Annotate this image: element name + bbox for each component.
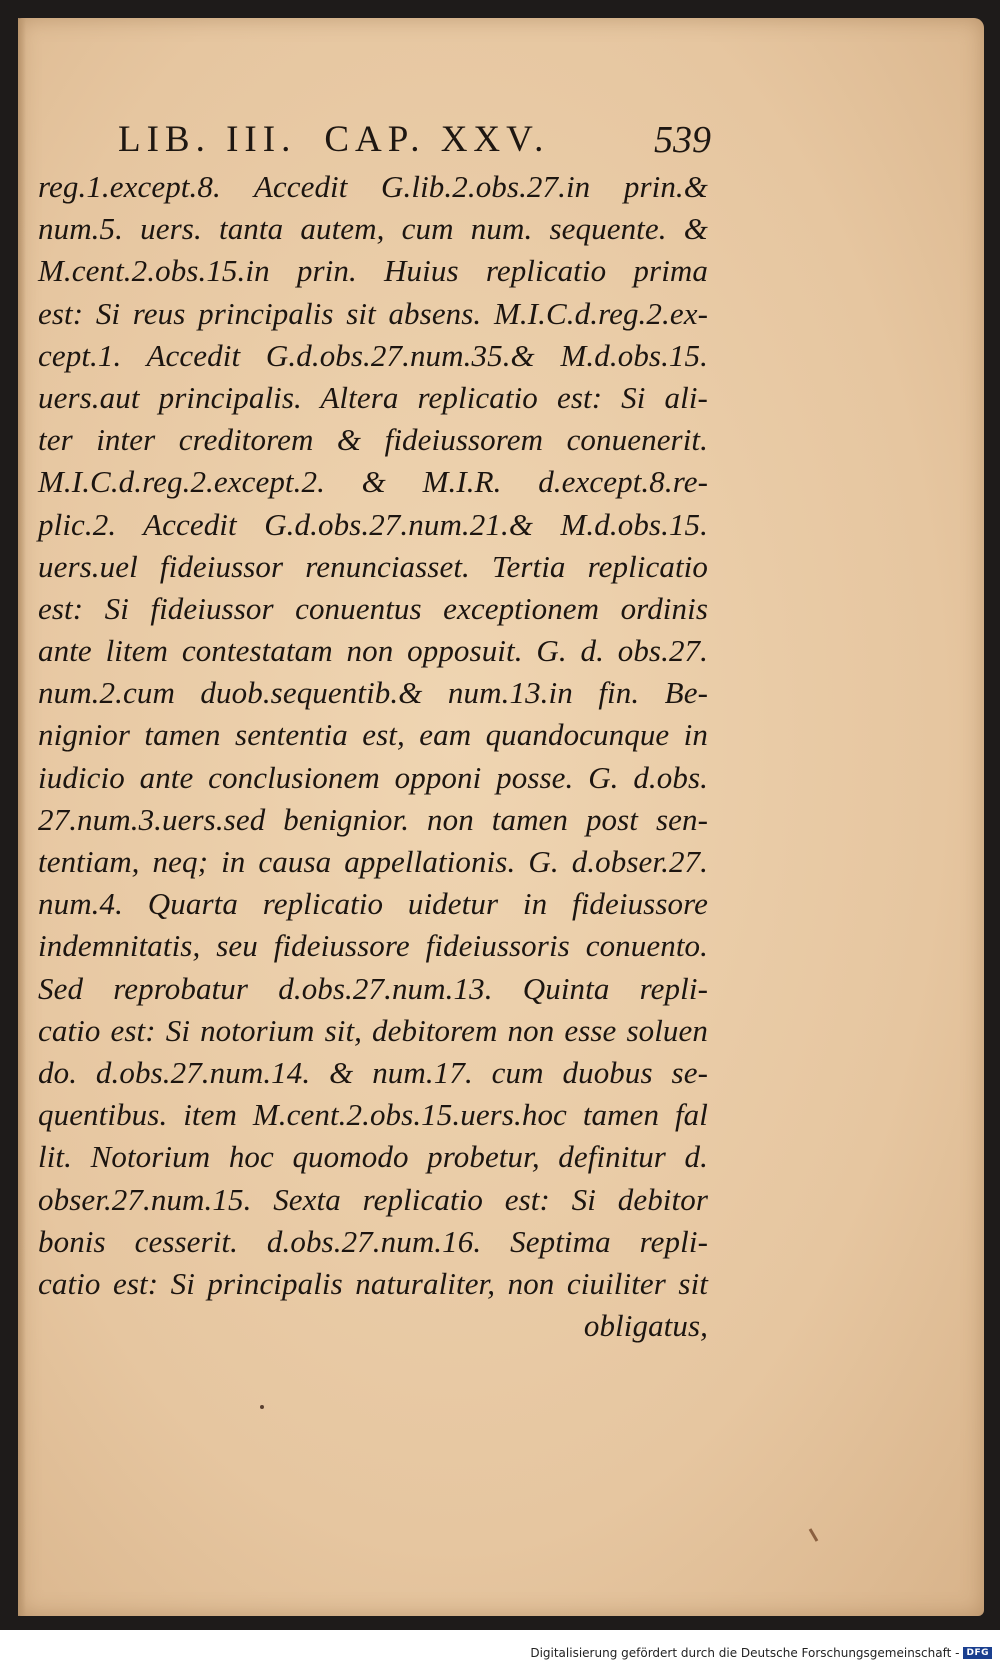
text-line: indemnitatis, seu fideiussore fideiussoris conuento. — [38, 928, 708, 964]
text-line: M.cent.2.obs.15.in prin. Huius replicatio prima — [38, 253, 708, 289]
paper-speck — [260, 1405, 264, 1409]
text-line: Sed reprobatur d.obs.27.num.13. Quinta repli- — [38, 970, 708, 1006]
text-line: num.5. uers. tanta autem, cum num. sequente. & — [38, 211, 708, 247]
digitization-credit — [530, 1646, 992, 1660]
text-line: plic.2. Accedit G.d.obs.27.num.21.& M.d.obs.15. — [38, 506, 708, 542]
text-line: quentibus. item M.cent.2.obs.15.uers.hoc tamen fal — [38, 1097, 708, 1133]
text-line: 27.num.3.uers.sed benignior. non tamen post sen- — [38, 801, 708, 837]
text-line: obser.27.num.15. Sexta replicatio est: Si debitor — [38, 1181, 708, 1217]
text-line: nignior tamen sententia est, eam quandocunque in — [38, 717, 708, 753]
running-head-chapter: CAP. XXV. — [324, 119, 550, 160]
text-line: est: Si fideiussor conuentus exceptionem ordinis — [38, 590, 708, 626]
text-line: catio est: Si notorium sit, debitorem non esse soluen — [38, 1012, 708, 1048]
text-line: catio est: Si principalis naturaliter, non ciuiliter sit — [38, 1265, 708, 1301]
text-line: ter inter creditorem & fideiussorem conuenerit. — [38, 422, 708, 458]
text-line: uers.uel fideiussor renunciasset. Tertia replicatio — [38, 548, 708, 584]
text-line: iudicio ante conclusionem opponi posse. G. d.obs. — [38, 759, 708, 795]
text-line: lit. Notorium hoc quomodo probetur, definitur d. — [38, 1139, 708, 1175]
text-line: reg.1.except.8. Accedit G.lib.2.obs.27.in prin.& — [38, 169, 708, 204]
text-line: tentiam, neq; in causa appellationis. G. d.obser.27. — [38, 844, 708, 879]
text-line: ante litem contestatam non opposuit. G. d. obs.27. — [38, 633, 708, 669]
text-line: num.4. Quarta replicatio uidetur in fideiussore — [38, 886, 708, 922]
text-line: do. d.obs.27.num.14. & num.17. cum duobus se- — [38, 1054, 708, 1090]
text-line: est: Si reus principalis sit absens. M.I.C.d.reg.2.ex- — [38, 295, 708, 331]
running-head — [118, 118, 708, 161]
credit-text: Digitalisierung gefördert durch die Deutsche Forschungsgemeinschaft - — [530, 1646, 960, 1660]
body-text — [38, 166, 708, 1347]
page-edge-shadow — [18, 18, 26, 1616]
dfg-logo-icon: DFG — [963, 1647, 992, 1659]
running-head-book: LIB. III. — [118, 119, 297, 160]
text-line: cept.1. Accedit G.d.obs.27.num.35.& M.d.obs.15. — [38, 337, 708, 373]
page-number: 539 — [654, 119, 711, 161]
text-line: num.2.cum duob.sequentib.& num.13.in fin. Be- — [38, 675, 708, 711]
text-line: bonis cesserit. d.obs.27.num.16. Septima repli- — [38, 1223, 708, 1259]
text-line: M.I.C.d.reg.2.except.2. & M.I.R. d.except.8.re- — [38, 464, 708, 500]
catchword: obligatus, — [583, 1308, 708, 1344]
text-line: uers.aut principalis. Altera replicatio est: Si ali- — [38, 379, 708, 415]
